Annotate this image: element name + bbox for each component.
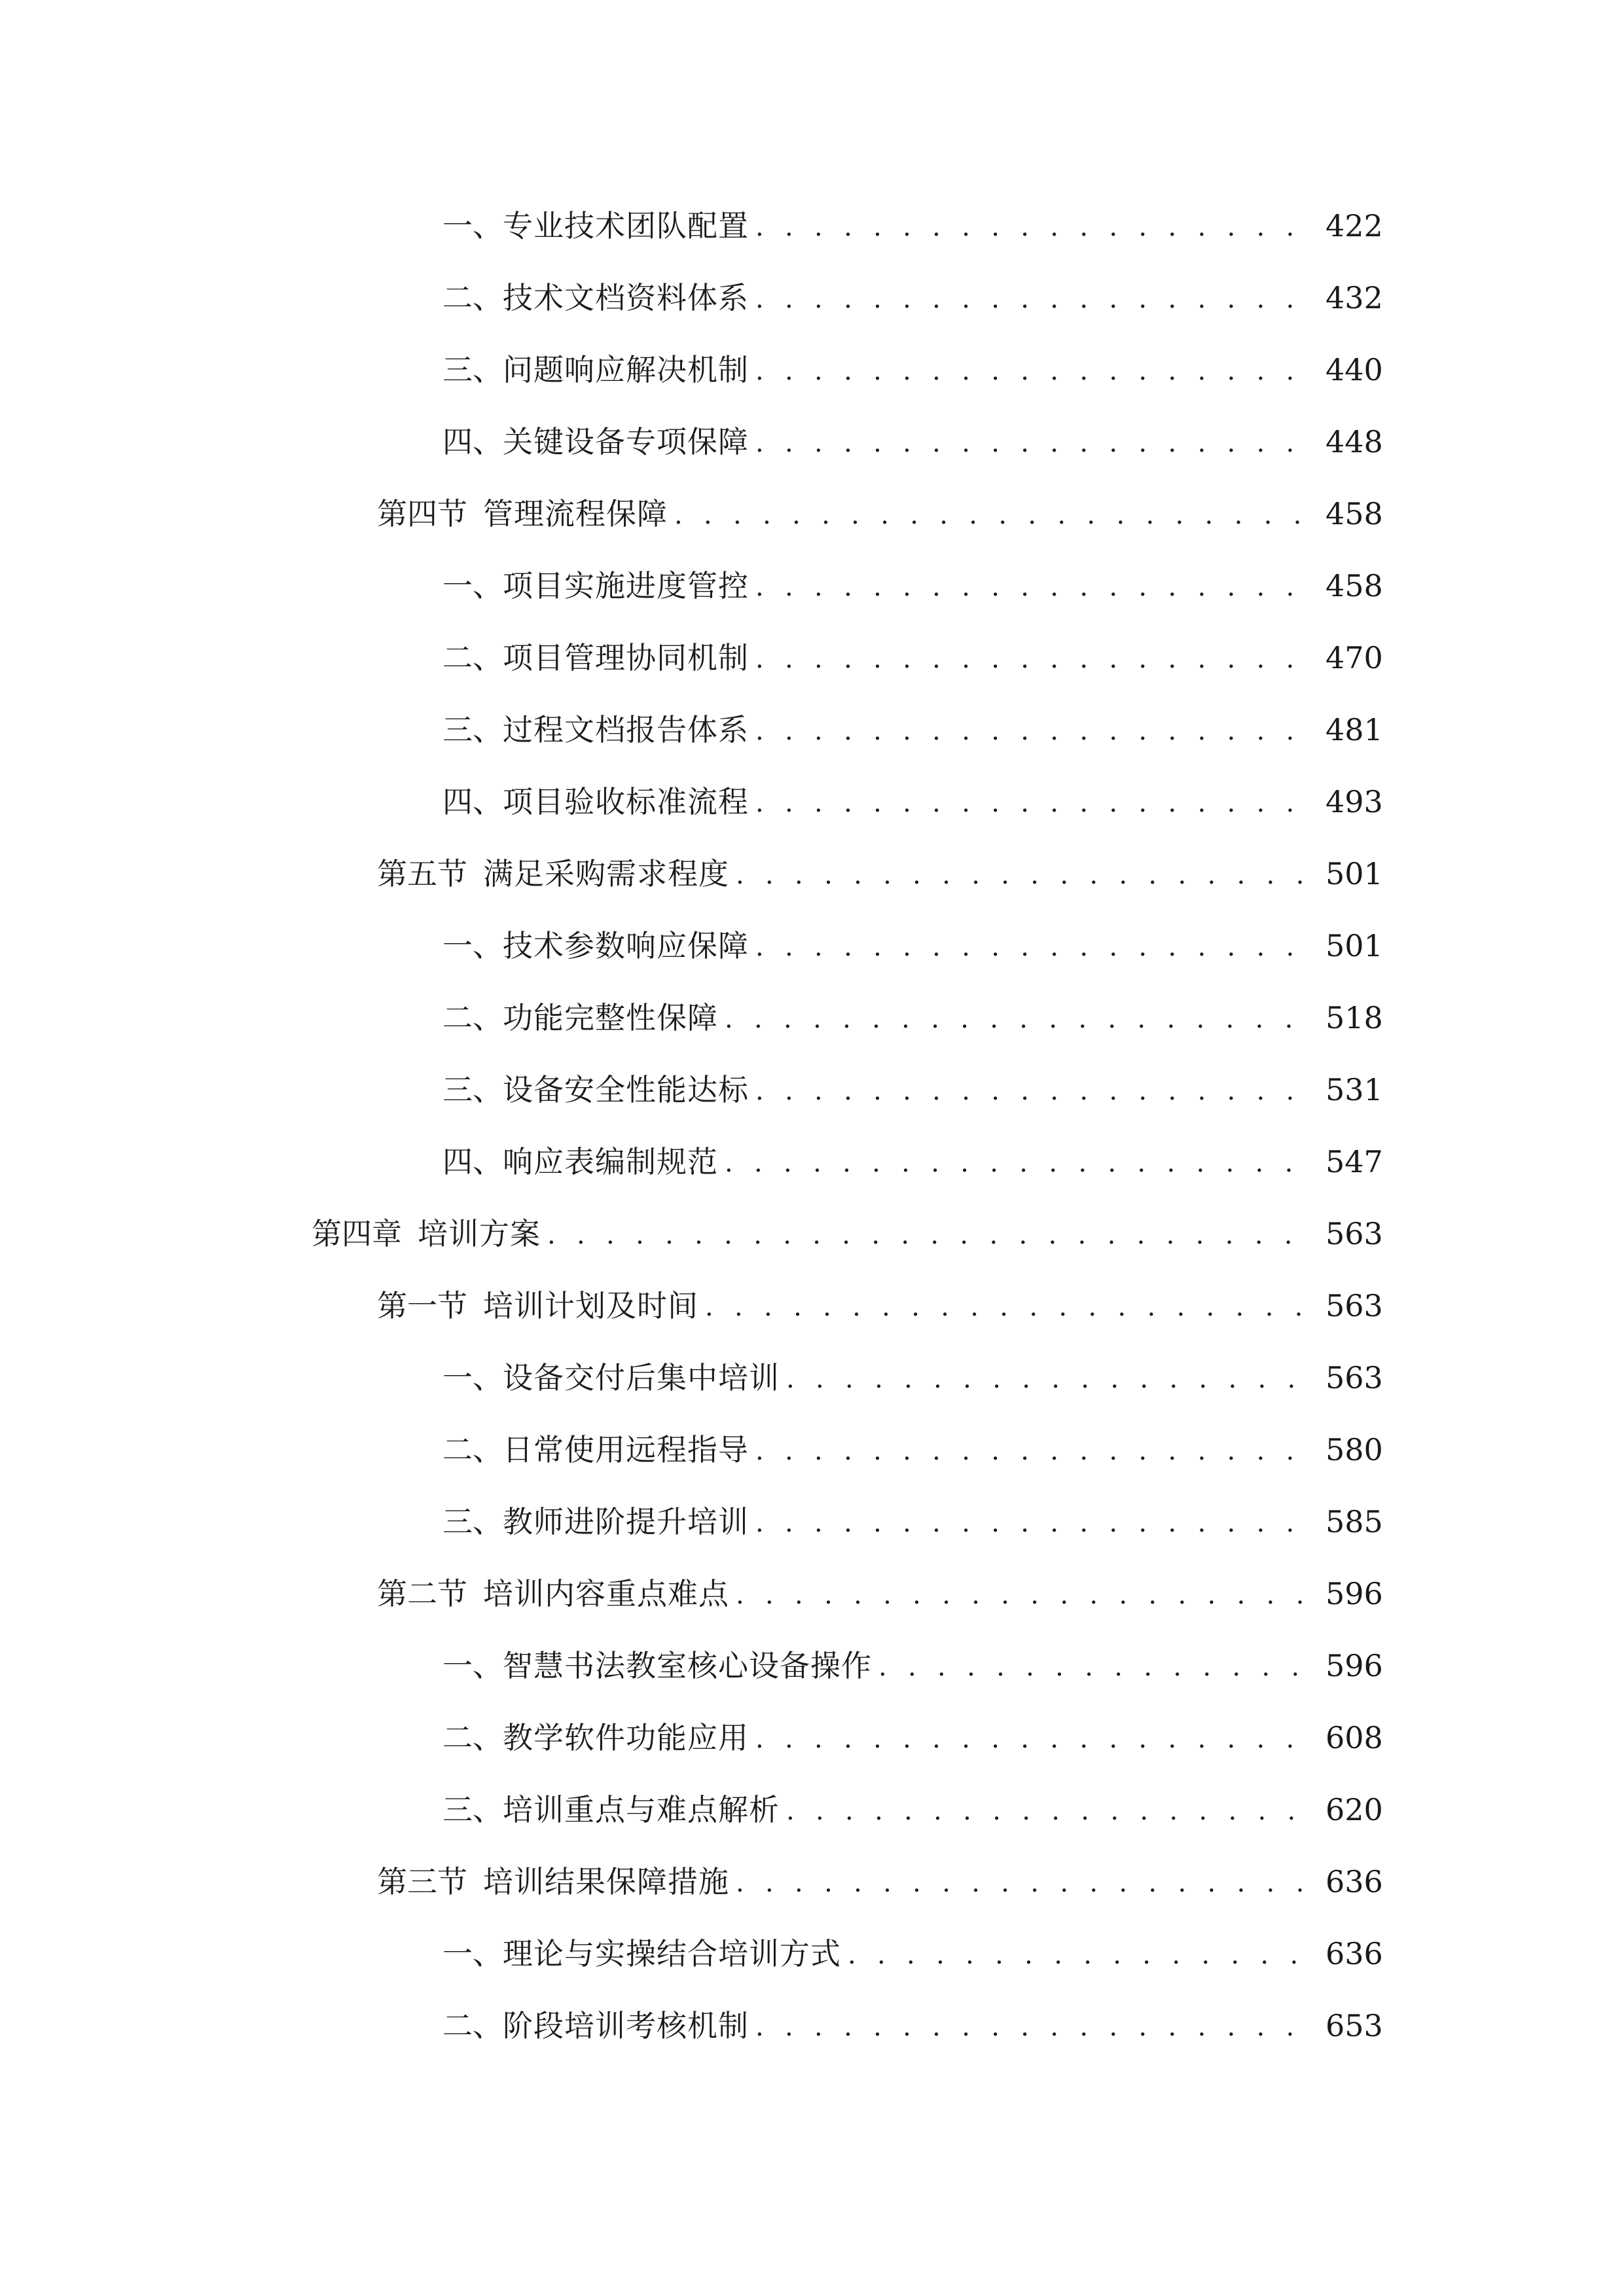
toc-entry[interactable] (0, 622, 1624, 694)
toc-entry[interactable] (0, 1774, 1624, 1846)
toc-entry-page: 493 (1326, 784, 1383, 819)
toc-entry-page: 596 (1326, 1576, 1383, 1611)
toc-entry[interactable] (0, 1054, 1624, 1126)
toc-entry-page: 470 (1326, 640, 1383, 675)
toc-entry-title: 设备安全性能达标 (503, 1072, 749, 1107)
toc-entry-page: 580 (1326, 1432, 1383, 1467)
toc-entry-title: 培训内容重点难点 (483, 1576, 729, 1611)
toc-entry-title: 培训计划及时间 (483, 1288, 698, 1323)
toc-entry[interactable] (0, 190, 1624, 262)
toc-dot-leader (736, 1579, 1310, 1609)
toc-entry[interactable] (0, 1342, 1624, 1414)
toc-dot-leader (736, 859, 1310, 889)
toc-dot-leader (755, 211, 1310, 241)
toc-entry-number: 二、 (442, 2008, 503, 2043)
toc-dot-leader (725, 1147, 1310, 1177)
toc-dot-leader (848, 1939, 1310, 1969)
toc-entry-page: 596 (1326, 1648, 1383, 1683)
toc-entry-number: 一、 (442, 568, 503, 603)
toc-dot-leader (755, 427, 1310, 457)
toc-entry-title: 项目实施进度管控 (503, 568, 749, 603)
toc-entry-title: 过程文档报告体系 (503, 712, 749, 747)
toc-entry-page: 636 (1326, 1864, 1383, 1899)
toc-entry-number: 一、 (442, 1936, 503, 1971)
toc-entry[interactable] (0, 1126, 1624, 1198)
toc-entry-page: 458 (1326, 496, 1383, 531)
toc-entry-title: 教学软件功能应用 (503, 1720, 749, 1755)
toc-dot-leader (786, 1363, 1310, 1393)
toc-entry-number: 二、 (442, 640, 503, 675)
toc-entry-title: 智慧书法教室核心设备操作 (503, 1648, 872, 1683)
toc-entry[interactable] (0, 910, 1624, 982)
toc-entry-title: 技术参数响应保障 (503, 928, 749, 963)
toc-dot-leader (705, 1291, 1310, 1321)
toc-entry-page: 501 (1326, 856, 1383, 891)
toc-entry[interactable] (0, 334, 1624, 406)
toc-entry-page: 501 (1326, 928, 1383, 963)
toc-entry-title: 管理流程保障 (483, 496, 668, 531)
toc-entry-page: 653 (1326, 2008, 1383, 2043)
toc-entry-number: 二、 (442, 280, 503, 315)
toc-dot-leader (878, 1651, 1310, 1681)
table-of-contents (0, 190, 1624, 2062)
toc-entry-page: 518 (1326, 1000, 1383, 1035)
toc-entry-number: 第四节 (377, 496, 467, 531)
toc-entry-page: 620 (1326, 1792, 1383, 1827)
toc-entry-number: 三、 (442, 1792, 503, 1827)
toc-dot-leader (755, 355, 1310, 385)
toc-entry-title: 教师进阶提升培训 (503, 1504, 749, 1539)
toc-entry-title: 功能完整性保障 (503, 1000, 718, 1035)
toc-entry-title: 技术文档资料体系 (503, 280, 749, 315)
toc-section-entry[interactable] (0, 1558, 1624, 1630)
toc-dot-leader (755, 715, 1310, 745)
toc-dot-leader (725, 1003, 1310, 1033)
toc-entry-number: 一、 (442, 208, 503, 243)
toc-entry-page: 636 (1326, 1936, 1383, 1971)
toc-entry-number: 一、 (442, 1648, 503, 1683)
toc-entry-title: 培训重点与难点解析 (503, 1792, 780, 1827)
toc-chapter-entry[interactable] (0, 1198, 1624, 1270)
toc-entry-page: 563 (1326, 1216, 1383, 1251)
toc-entry-title: 设备交付后集中培训 (503, 1360, 780, 1395)
toc-section-entry[interactable] (0, 838, 1624, 910)
toc-entry[interactable] (0, 1702, 1624, 1774)
toc-dot-leader (755, 931, 1310, 961)
toc-entry-page: 563 (1326, 1360, 1383, 1395)
toc-entry-number: 二、 (442, 1720, 503, 1755)
toc-entry-page: 432 (1326, 280, 1383, 315)
toc-entry-number: 第五节 (377, 856, 467, 891)
toc-dot-leader (755, 571, 1310, 601)
toc-dot-leader (786, 1795, 1310, 1825)
toc-dot-leader (547, 1219, 1310, 1249)
toc-entry-title: 培训方案 (418, 1216, 541, 1251)
toc-entry-number: 四、 (442, 784, 503, 819)
toc-section-entry[interactable] (0, 1270, 1624, 1342)
toc-entry-title: 专业技术团队配置 (503, 208, 749, 243)
toc-entry-title: 满足采购需求程度 (483, 856, 729, 891)
toc-entry-title: 响应表编制规范 (503, 1144, 718, 1179)
toc-entry-number: 第四章 (312, 1216, 402, 1251)
toc-entry-number: 三、 (442, 712, 503, 747)
toc-entry[interactable] (0, 694, 1624, 766)
toc-dot-leader (736, 1867, 1310, 1897)
toc-entry-number: 二、 (442, 1000, 503, 1035)
toc-entry-number: 一、 (442, 1360, 503, 1395)
toc-entry-number: 第二节 (377, 1576, 467, 1611)
toc-section-entry[interactable] (0, 1846, 1624, 1918)
toc-entry-title: 理论与实操结合培训方式 (503, 1936, 841, 1971)
toc-entry-title: 培训结果保障措施 (483, 1864, 729, 1899)
toc-entry[interactable] (0, 262, 1624, 334)
toc-entry[interactable] (0, 1990, 1624, 2062)
toc-dot-leader (755, 1723, 1310, 1753)
toc-entry[interactable] (0, 550, 1624, 622)
toc-entry-number: 第三节 (377, 1864, 467, 1899)
toc-entry[interactable] (0, 766, 1624, 838)
toc-entry-page: 440 (1326, 352, 1383, 387)
toc-entry[interactable] (0, 1918, 1624, 1990)
toc-entry-title: 项目验收标准流程 (503, 784, 749, 819)
toc-dot-leader (755, 2011, 1310, 2041)
toc-entry-page: 481 (1326, 712, 1383, 747)
toc-dot-leader (674, 499, 1310, 529)
toc-dot-leader (755, 283, 1310, 313)
toc-entry-title: 问题响应解决机制 (503, 352, 749, 387)
toc-entry-number: 三、 (442, 1072, 503, 1107)
toc-entry[interactable] (0, 406, 1624, 478)
toc-section-entry[interactable] (0, 478, 1624, 550)
toc-entry-page: 585 (1326, 1504, 1383, 1539)
toc-dot-leader (755, 1435, 1310, 1465)
toc-entry-number: 四、 (442, 1144, 503, 1179)
toc-entry-number: 四、 (442, 424, 503, 459)
toc-entry-page: 563 (1326, 1288, 1383, 1323)
toc-entry[interactable] (0, 1486, 1624, 1558)
toc-entry-title: 关键设备专项保障 (503, 424, 749, 459)
toc-dot-leader (755, 1507, 1310, 1537)
toc-entry-page: 422 (1326, 208, 1383, 243)
toc-entry[interactable] (0, 1414, 1624, 1486)
toc-entry-number: 一、 (442, 928, 503, 963)
toc-entry-number: 第一节 (377, 1288, 467, 1323)
toc-entry[interactable] (0, 1630, 1624, 1702)
toc-entry-title: 阶段培训考核机制 (503, 2008, 749, 2043)
toc-entry-number: 三、 (442, 352, 503, 387)
toc-entry-number: 三、 (442, 1504, 503, 1539)
toc-entry-title: 日常使用远程指导 (503, 1432, 749, 1467)
toc-entry-page: 547 (1326, 1144, 1383, 1179)
toc-dot-leader (755, 787, 1310, 817)
toc-entry-page: 531 (1326, 1072, 1383, 1107)
toc-entry-page: 458 (1326, 568, 1383, 603)
toc-entry-page: 608 (1326, 1720, 1383, 1755)
toc-entry-page: 448 (1326, 424, 1383, 459)
toc-entry-number: 二、 (442, 1432, 503, 1467)
toc-entry[interactable] (0, 982, 1624, 1054)
toc-dot-leader (755, 643, 1310, 673)
toc-entry-title: 项目管理协同机制 (503, 640, 749, 675)
toc-dot-leader (755, 1075, 1310, 1105)
